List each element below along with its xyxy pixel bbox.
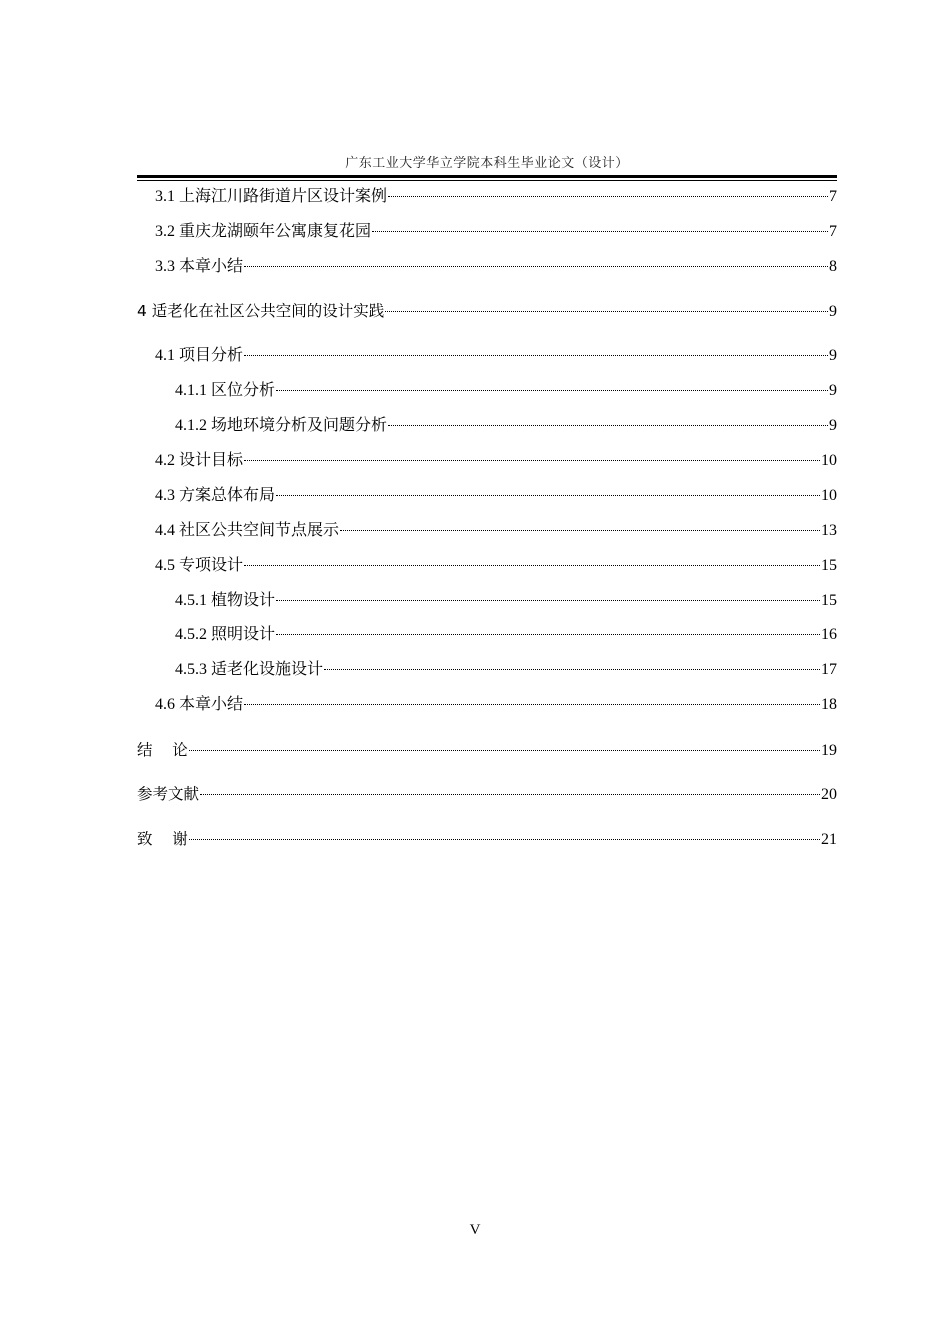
toc-entry-label: 4.6 本章小结 [155,696,244,713]
toc-dot-leader [276,634,820,635]
toc-dot-leader [244,266,828,267]
toc-entry-page: 19 [821,742,837,759]
page-number: V [469,1222,481,1238]
toc-entry-page: 7 [829,223,837,240]
toc-entry-page: 13 [821,522,837,539]
toc-dot-leader [276,495,820,496]
toc-entry-label: 4.1.2 场地环境分析及问题分析 [175,417,388,434]
toc-entry-label: 4.5.2 照明设计 [175,626,276,643]
toc-dot-leader [244,460,820,461]
toc-entry-3-1[interactable] [137,186,837,208]
toc-entry-label: 致 谢 [137,830,188,848]
toc-entry-acknowledgements[interactable] [137,828,837,851]
toc-dot-leader [244,565,820,566]
toc-entry-label: 3.2 重庆龙湖颐年公寓康复花园 [155,223,372,240]
toc-entry-4-1-1[interactable] [137,380,837,402]
toc-entry-label: 3.3 本章小结 [155,258,244,275]
toc-entry-label: 4.5.1 植物设计 [175,592,276,609]
toc-dot-leader [372,231,828,232]
toc-entry-label: 4.3 方案总体布局 [155,487,276,504]
toc-entry-4-5-3[interactable] [137,659,837,681]
toc-entry-label: 4.4 社区公共空间节点展示 [155,522,340,539]
toc-entry-page: 9 [829,382,837,399]
toc-entry-4-1-2[interactable] [137,415,837,437]
page-header: 广东工业大学华立学院本科生毕业论文（设计） [345,155,629,170]
toc-entry-references[interactable] [137,783,837,806]
toc-entry-4-1[interactable] [137,345,837,367]
toc-entry-chapter-4[interactable] [137,300,837,323]
toc-entry-4-4[interactable] [137,520,837,542]
toc-dot-leader [189,750,820,751]
toc-entry-page: 9 [829,347,837,364]
toc-entry-label: 4.1.1 区位分析 [175,382,276,399]
toc-entry-4-6[interactable] [137,694,837,716]
toc-dot-leader [324,669,820,670]
toc-entry-page: 18 [821,696,837,713]
toc-entry-label: 4.5.3 适老化设施设计 [175,661,324,678]
toc-entry-page: 10 [821,487,837,504]
toc-entry-conclusion[interactable] [137,739,837,762]
toc-entry-4-3[interactable] [137,485,837,507]
toc-entry-page: 15 [821,592,837,609]
toc-entry-4-5-1[interactable] [137,590,837,612]
toc-entry-page: 8 [829,258,837,275]
toc-dot-leader [340,530,820,531]
toc-dot-leader [276,600,820,601]
toc-entry-label: 3.1 上海江川路街道片区设计案例 [155,188,388,205]
table-of-contents [137,0,837,900]
toc-entry-page: 16 [821,626,837,643]
toc-entry-label: 结 论 [137,741,188,759]
toc-entry-page: 15 [821,557,837,574]
toc-dot-leader [200,794,820,795]
toc-entry-page: 7 [829,188,837,205]
toc-entry-page: 9 [829,417,837,434]
toc-dot-leader [276,390,828,391]
toc-entry-page: 10 [821,452,837,469]
toc-entry-3-3[interactable] [137,256,837,278]
toc-entry-page: 21 [821,831,837,848]
toc-entry-label: 4 适老化在社区公共空间的设计实践 [137,302,385,320]
toc-entry-label: 4.5 专项设计 [155,557,244,574]
toc-entry-4-5[interactable] [137,555,837,577]
toc-entry-4-5-2[interactable] [137,624,837,646]
toc-dot-leader [385,311,828,312]
toc-dot-leader [189,839,820,840]
toc-entry-page: 9 [829,303,837,320]
toc-entry-page: 17 [821,661,837,678]
toc-entry-label: 4.1 项目分析 [155,347,244,364]
toc-entry-3-2[interactable] [137,221,837,243]
toc-entry-page: 20 [821,786,837,803]
toc-entry-label: 参考文献 [137,785,200,803]
toc-dot-leader [244,704,820,705]
toc-entry-4-2[interactable] [137,450,837,472]
toc-dot-leader [244,355,828,356]
toc-dot-leader [388,196,828,197]
toc-dot-leader [388,425,828,426]
toc-entry-label: 4.2 设计目标 [155,452,244,469]
